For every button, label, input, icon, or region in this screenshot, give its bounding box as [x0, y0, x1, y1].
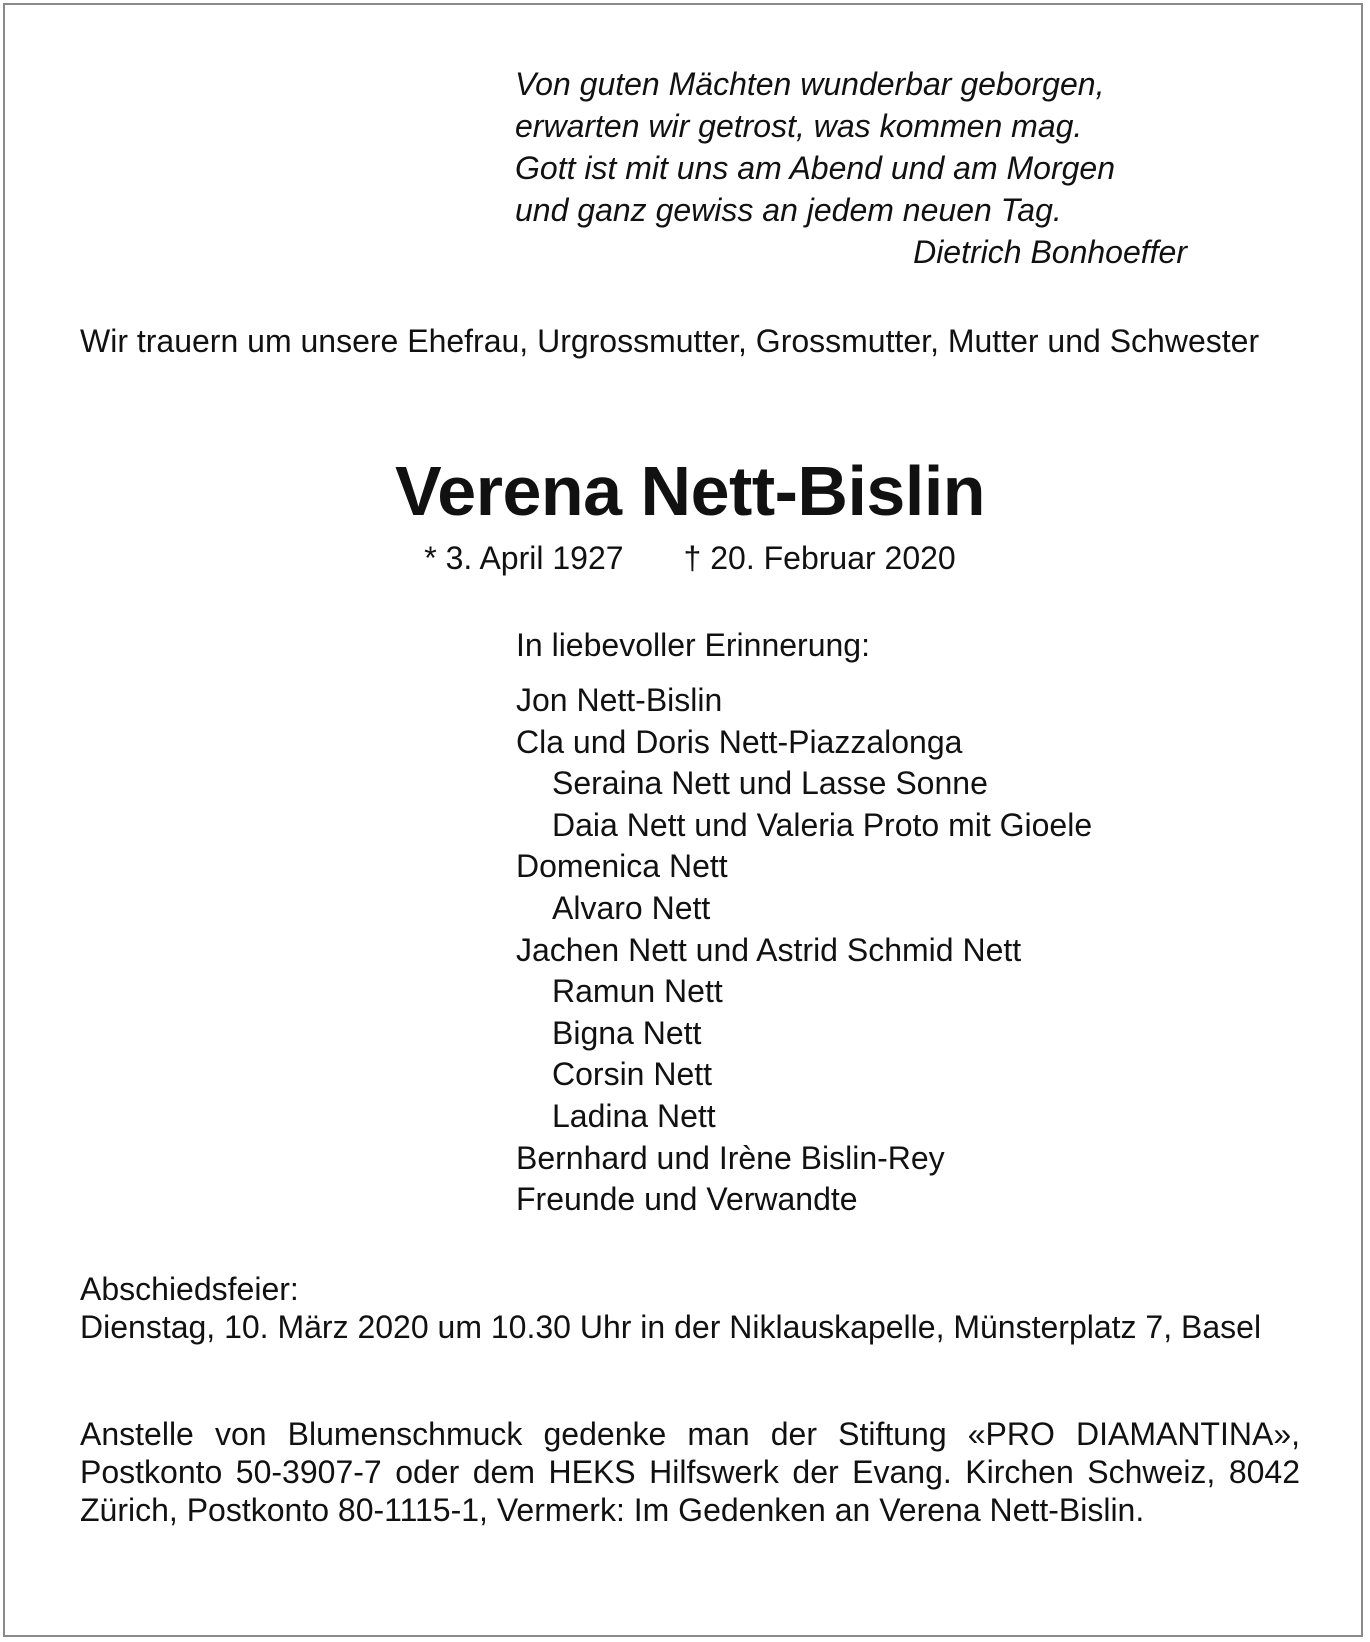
- mourning-intro: Wir trauern um unsere Ehefrau, Urgrossmutter, Grossmutter, Mutter und Schwester: [80, 323, 1260, 359]
- quote-author: Dietrich Bonhoeffer: [913, 234, 1187, 270]
- quote-line: Von guten Mächten wunderbar geborgen,: [515, 66, 1105, 102]
- mourners-heading: In liebevoller Erinnerung:: [516, 627, 870, 663]
- service-heading: Abschiedsfeier:: [80, 1271, 299, 1307]
- obituary-notice: [3, 3, 1363, 1637]
- quote-line: Gott ist mit uns am Abend und am Morgen: [515, 150, 1115, 186]
- bonhoeffer-quote: [515, 63, 1187, 270]
- farewell-service: [80, 1270, 1300, 1346]
- mourner-item: Alvaro Nett: [552, 889, 711, 926]
- mourner-item: Bernhard und Irène Bislin-Rey: [516, 1139, 945, 1176]
- death-date: † 20. Februar 2020: [683, 540, 956, 576]
- mourner-item: Domenica Nett: [516, 848, 728, 885]
- mourner-item: Seraina Nett und Lasse Sonne: [552, 765, 988, 802]
- deceased-name: Verena Nett-Bislin: [394, 452, 986, 530]
- service-details: Dienstag, 10. März 2020 um 10.30 Uhr in der Niklauskapelle, Münsterplatz 7, Basel: [80, 1309, 1262, 1345]
- mourner-item: Jachen Nett und Astrid Schmid Nett: [516, 931, 1022, 968]
- mourner-item: Ramun Nett: [552, 973, 723, 1010]
- mourner-item: Corsin Nett: [552, 1056, 713, 1093]
- mourner-item: Bigna Nett: [552, 1014, 702, 1051]
- quote-line: erwarten wir getrost, was kommen mag.: [515, 108, 1083, 144]
- donation-note: Anstelle von Blumenschmuck gedenke man der Stiftung «PRO DIAMANTINA», Postkonto 50-3907-7 oder dem HEKS Hilfswerk der Evang. Kirchen Schweiz, 8042 Zürich, Postkonto 80-1115-1, Vermerk: Im Gedenken an Verena Nett-Bislin.: [80, 1416, 1300, 1528]
- mourner-item: Daia Nett und Valeria Proto mit Gioele: [552, 806, 1093, 843]
- life-dates: [5, 538, 1370, 578]
- quote-line: und ganz gewiss an jedem neuen Tag.: [515, 192, 1062, 228]
- mourner-item: Cla und Doris Nett-Piazzalonga: [516, 723, 963, 760]
- mourners-section: [516, 625, 1092, 1221]
- birth-date: * 3. April 1927: [424, 540, 624, 576]
- mourner-item: Jon Nett-Bislin: [516, 682, 723, 718]
- mourner-item: Freunde und Verwandte: [516, 1181, 858, 1218]
- mourner-item: Ladina Nett: [552, 1097, 716, 1134]
